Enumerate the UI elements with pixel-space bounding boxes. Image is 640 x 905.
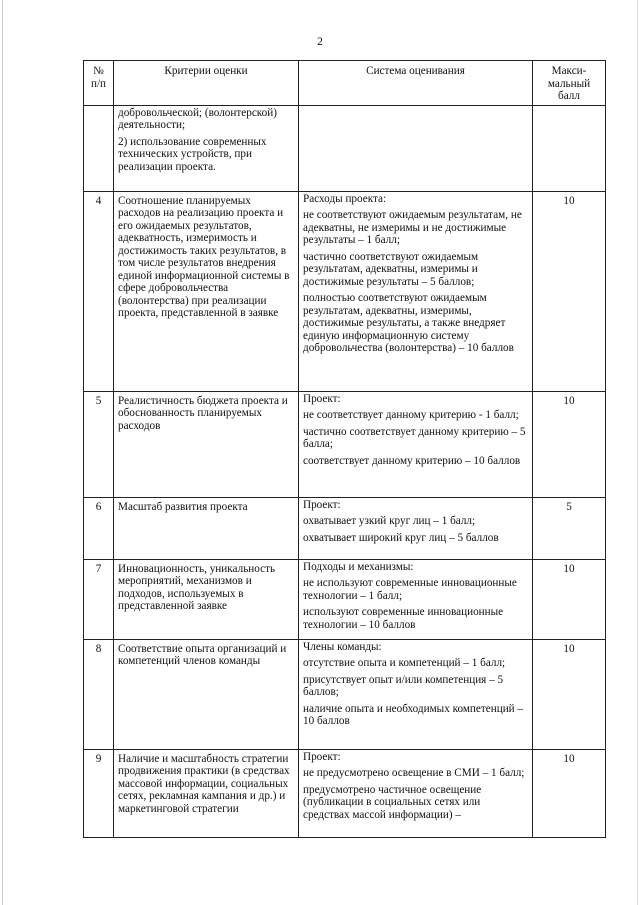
- row-number: 5: [84, 391, 114, 497]
- criteria-table: [83, 60, 606, 838]
- system-text: не соответствуют ожидаемым результатам, не адекватны, не измеримы и не достижимые результаты – 1 балл;: [303, 209, 522, 246]
- table-body: [84, 105, 606, 837]
- max-score: 10: [533, 749, 606, 837]
- system-text: присутствует опыт и/или компетенция – 5 баллов;: [303, 673, 504, 698]
- system-cell: [299, 497, 533, 559]
- table-row: [84, 105, 606, 191]
- system-text: соответствует данному критерию – 10 баллов: [303, 454, 521, 467]
- table-row: [84, 749, 606, 837]
- scan-edge-left: [2, 0, 3, 905]
- row-number: 4: [84, 191, 114, 391]
- criteria-text: Инновационность, уникальность мероприятий, механизмов и подходов, используемых в представленной заявке: [118, 562, 276, 612]
- system-cell: [299, 559, 533, 639]
- header-num: № п/п: [84, 61, 114, 106]
- system-text: охватывает широкий круг лиц – 5 баллов: [303, 531, 499, 544]
- criteria-cell: [114, 749, 299, 837]
- system-text: Проект:: [303, 498, 341, 511]
- system-text: отсутствие опыта и компетенций – 1 балл;: [303, 657, 506, 669]
- max-score: 10: [533, 391, 606, 497]
- system-text: Проект:: [303, 392, 341, 405]
- system-text: наличие опыта и необходимых компетенций – 10 баллов: [303, 702, 524, 727]
- system-text: Проект:: [303, 750, 341, 763]
- table-row: [84, 497, 606, 559]
- criteria-cell: [114, 105, 299, 191]
- system-cell: [299, 639, 533, 749]
- max-score: 5: [533, 497, 606, 559]
- criteria-cell: [114, 559, 299, 639]
- system-text: не используют современные инновационные технологии – 1 балл;: [303, 577, 517, 602]
- system-cell: [299, 105, 533, 191]
- criteria-cell: [114, 497, 299, 559]
- system-cell: [299, 191, 533, 391]
- row-number: [84, 105, 114, 191]
- page-number: 2: [317, 36, 323, 48]
- table-row: [84, 191, 606, 391]
- max-score: 10: [533, 191, 606, 391]
- row-number: 7: [84, 559, 114, 639]
- criteria-text: 2) использование современных технических устройств, при реализации проекта.: [118, 135, 267, 173]
- table-row: [84, 639, 606, 749]
- system-text: Подходы и механизмы:: [303, 560, 414, 573]
- system-text: не соответствует данному критерию - 1 балл;: [303, 409, 519, 421]
- max-score: 10: [533, 639, 606, 749]
- table-row: [84, 559, 606, 639]
- system-text: Расходы проекта:: [303, 192, 387, 205]
- criteria-cell: [114, 191, 299, 391]
- scan-edge-right: [637, 0, 638, 905]
- max-score: [533, 105, 606, 191]
- criteria-text: Соответствие опыта организаций и компетенций членов команды: [118, 642, 287, 667]
- system-text: Члены команды:: [303, 640, 382, 653]
- criteria-cell: [114, 391, 299, 497]
- system-cell: [299, 391, 533, 497]
- criteria-text: Масштаб развития проекта: [118, 500, 248, 513]
- table-row: [84, 391, 606, 497]
- criteria-text: Наличие и масштабность стратегии продвижения практики (в средствах массовой информации, социальных сетях, рекламная кампания и др.) и маркетинговой стратегии: [118, 752, 290, 815]
- criteria-text: Реалистичность бюджета проекта и обоснованность планируемых расходов: [118, 394, 288, 432]
- row-number: 9: [84, 749, 114, 837]
- max-score: 10: [533, 559, 606, 639]
- criteria-cell: [114, 639, 299, 749]
- system-text: частично соответствуют ожидаемым результатам, адекватны, измеримы и достижимые результаты – 5 баллов;: [303, 250, 479, 288]
- system-text: частично соответствует данному критерию – 5 балла;: [303, 425, 526, 450]
- header-system: Система оценивания: [299, 61, 533, 106]
- system-text: предусмотрено частичное освещение (публикации в социальных сетях или средствах массой информации) –: [303, 783, 482, 821]
- system-text: охватывает узкий круг лиц – 1 балл;: [303, 515, 476, 527]
- system-text: не предусмотрено освещение в СМИ – 1 балл;: [303, 767, 525, 779]
- header-criteria: Критерии оценки: [114, 61, 299, 106]
- header-max: Макси-мальный балл: [533, 61, 606, 106]
- row-number: 8: [84, 639, 114, 749]
- system-cell: [299, 749, 533, 837]
- criteria-text: добровольческой; (волонтерской) деятельности;: [118, 106, 277, 131]
- criteria-text: Соотношение планируемых расходов на реализацию проекта и его ожидаемых результатов, адекватность, измеримость и достижимость таких результатов, в том числе результатов внедрения единой информационной системы в сфере добровольчества (волонтерства) при реализации проекта, представленной в заявке: [118, 194, 290, 319]
- row-number: 6: [84, 497, 114, 559]
- system-text: используют современные инновационные технологии – 10 баллов: [303, 606, 504, 631]
- table-header-row: [84, 61, 606, 106]
- system-text: полностью соответствуют ожидаемым результатам, адекватны, измеримы, достижимые результаты, а также внедряет единую информационную систему добровольчества (волонтерства) – 10 баллов: [303, 292, 514, 354]
